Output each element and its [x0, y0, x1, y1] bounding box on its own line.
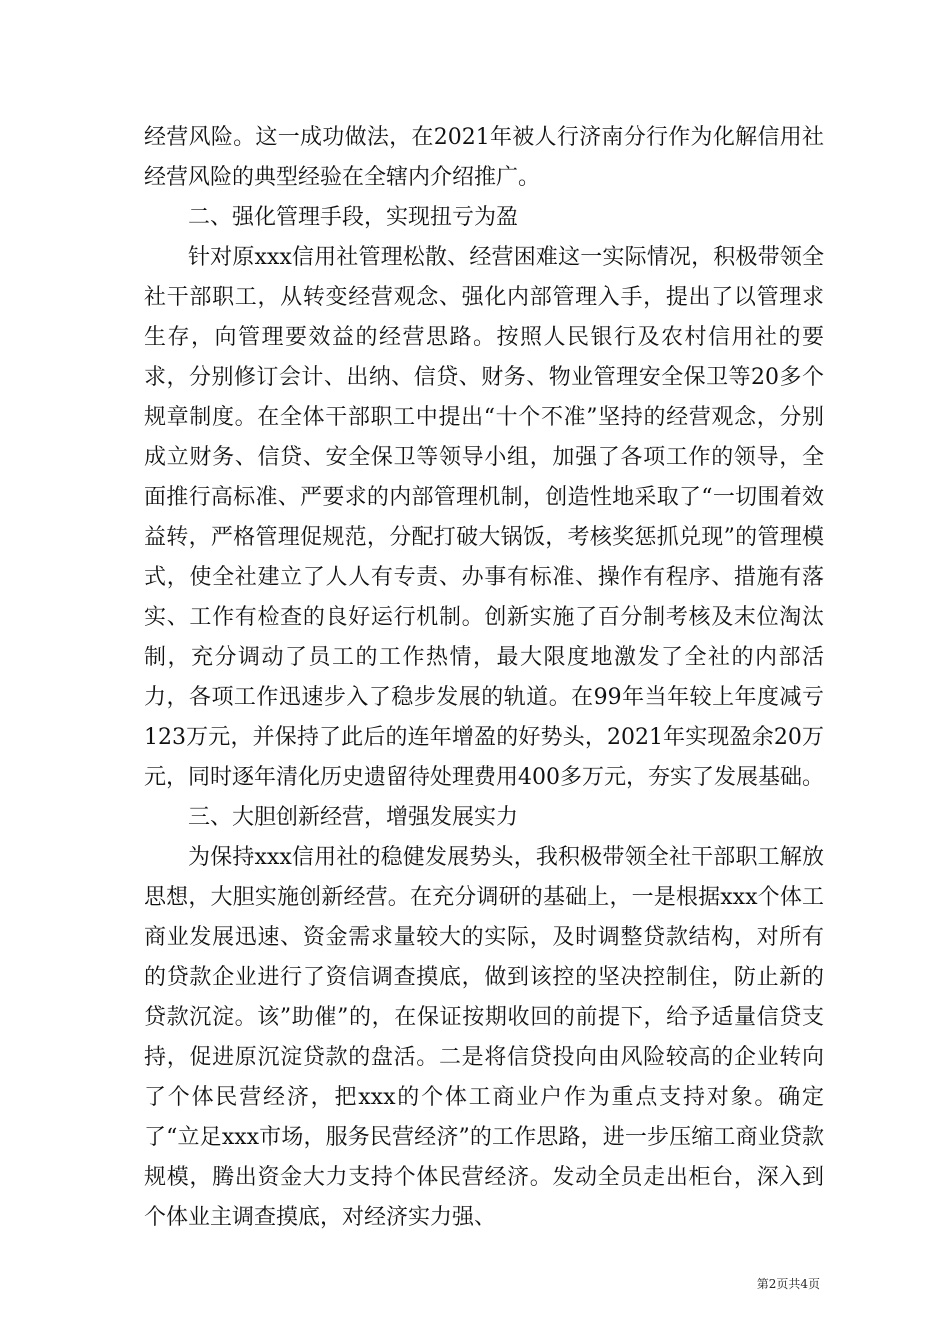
section-heading-3: 三、大胆创新经营，增强发展实力 — [188, 805, 519, 830]
paragraph-innovation: 为保持xxx信用社的稳健发展势头，我积极带领全社干部职工解放思想，大胆实施创新经营。在充分调研的基础上，一是根据xxx个体工商业发展迅速、资金需求量较大的实际，及时调整贷款结构，对所有的贷款企业进行了资信调查摸底，做到该控的坚决控制住，防止新的贷款沉淀。该”助催”的，在保证按期收回的前提下，给予适量信贷支持，促进原沉淀贷款的盘活。二是将信贷投向由风险较高的企业转向了个体民营经济，把xxx的个体工商业户作为重点支持对象。确定了“立足xxx市场，服务民营经济”的工作思路，进一步压缩工商业贷款规模，腾出资金大力支持个体民营经济。发动全员走出柜台，深入到个体业主调查摸底，对经济实力强、 — [144, 845, 824, 1230]
document-body — [144, 118, 824, 1238]
section-heading-2: 二、强化管理手段，实现扭亏为盈 — [188, 205, 519, 230]
paragraph-continuation: 经营风险。这一成功做法，在2021年被人行济南分行作为化解信用社经营风险的典型经验在全辖内介绍推广。 — [144, 125, 824, 190]
paragraph-management: 针对原xxx信用社管理松散、经营困难这一实际情况，积极带领全社干部职工，从转变经营观念、强化内部管理入手，提出了以管理求生存，向管理要效益的经营思路。按照人民银行及农村信用社的要求，分别修订会计、出纳、信贷、财务、物业管理安全保卫等20多个规章制度。在全体干部职工中提出“十个不准”坚持的经营观念，分别成立财务、信贷、安全保卫等领导小组，加强了各项工作的领导，全面推行高标准、严要求的内部管理机制，创造性地采取了“一切围着效益转，严格管理促规范，分配打破大锅饭，考核奖惩抓兑现”的管理模式，使全社建立了人人有专责、办事有标准、操作有程序、措施有落实、工作有检查的良好运行机制。创新实施了百分制考核及末位淘汰制，充分调动了员工的工作热情，最大限度地激发了全社的内部活力，各项工作迅速步入了稳步发展的轨道。在99年当年较上年度减亏123万元，并保持了此后的连年增盈的好势头，2021年实现盈余20万元，同时逐年清化历史遗留待处理费用400多万元，夯实了发展基础。 — [144, 245, 824, 790]
page-number: 第2页共4页 — [756, 1277, 820, 1291]
